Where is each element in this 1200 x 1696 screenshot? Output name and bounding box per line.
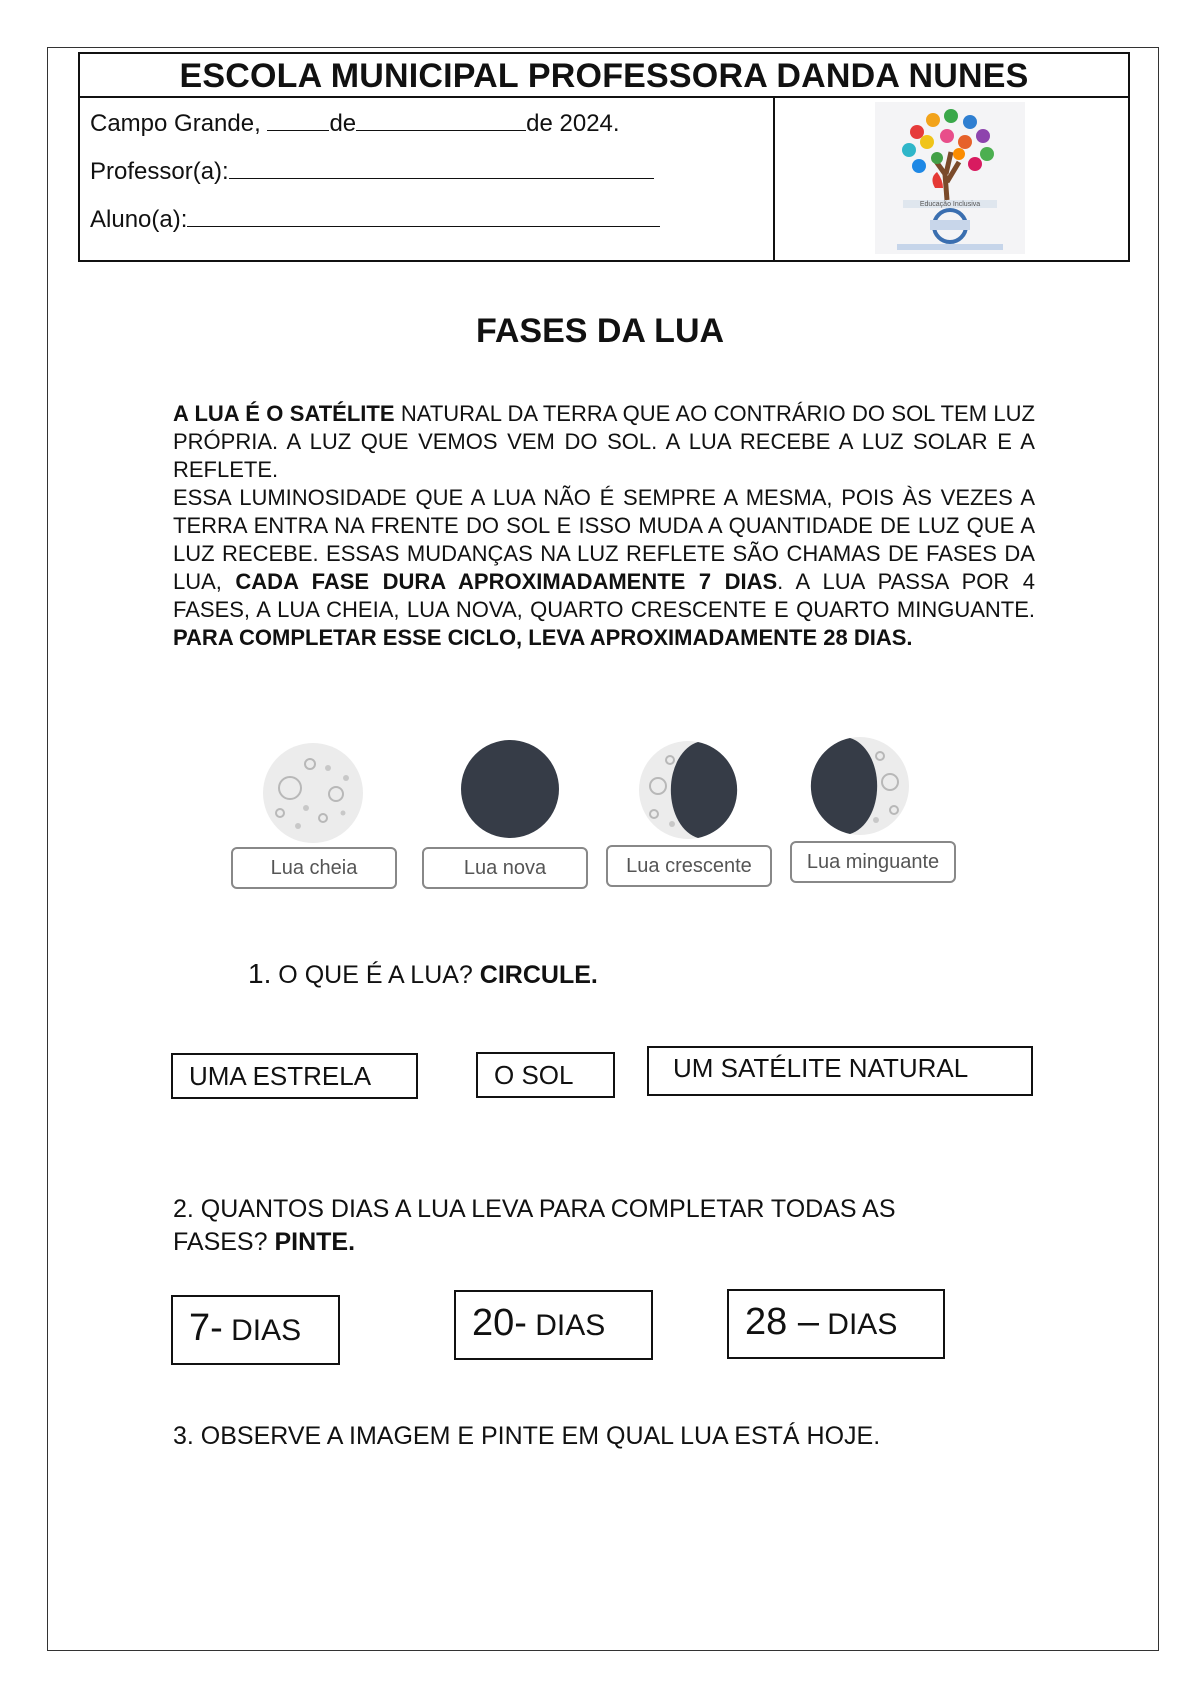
month-field[interactable] — [356, 106, 526, 131]
intro-bold-3: PARA COMPLETAR ESSE CICLO, LEVA APROXIMADAMENTE 28 DIAS. — [173, 625, 913, 650]
q2-option-20-number: 20- — [472, 1302, 527, 1344]
intro-sentence-1: NATURAL DA TERRA QUE AO CONTRÁRIO DO SOL TEM LUZ PRÓPRIA. A LUZ QUE VEMOS VEM DO SOL. A LUA RECEBE A LUZ SOLAR E A REFLETE. — [173, 401, 1035, 482]
question-2 — [173, 1193, 896, 1259]
intro-text — [173, 400, 1035, 652]
teacher-line — [90, 154, 763, 202]
q1-option-satellite[interactable]: UM SATÉLITE NATURAL — [647, 1046, 1033, 1096]
day-field[interactable] — [267, 106, 329, 131]
question-3: 3. OBSERVE A IMAGEM E PINTE EM QUAL LUA ESTÁ HOJE. — [173, 1422, 881, 1450]
phase-label-full: Lua cheia — [231, 847, 397, 889]
teacher-field[interactable] — [229, 154, 654, 179]
school-header — [78, 52, 1130, 262]
q2-option-20-unit: DIAS — [526, 1309, 606, 1342]
school-name: ESCOLA MUNICIPAL PROFESSORA DANDA NUNES — [80, 54, 1128, 98]
waning-moon-icon — [808, 734, 912, 838]
student-line — [90, 202, 763, 250]
q2-option-7-unit: DIAS — [222, 1314, 302, 1347]
city-label: Campo Grande, — [90, 110, 261, 137]
question-1-number: 1. — [248, 958, 272, 989]
phase-label-crescent: Lua crescente — [606, 845, 772, 887]
phase-label-waning: Lua minguante — [790, 841, 956, 883]
intro-bold-1: A LUA É O SATÉLITE — [173, 401, 395, 426]
date-line — [90, 106, 763, 154]
q2-option-28-days[interactable] — [727, 1289, 945, 1359]
q2-option-20-days[interactable] — [454, 1290, 653, 1360]
student-field[interactable] — [187, 202, 660, 227]
q2-option-7-days[interactable] — [171, 1295, 340, 1365]
new-moon-icon — [458, 737, 562, 841]
question-1-text: O QUE É A LUA? — [271, 961, 480, 989]
q2-option-28-number: 28 – — [745, 1301, 819, 1343]
q1-option-star[interactable]: UMA ESTRELA — [171, 1053, 418, 1099]
crescent-moon-icon — [636, 738, 740, 842]
teacher-label: Professor(a): — [90, 158, 229, 185]
question-2-line-2: FASES? — [173, 1228, 275, 1256]
q2-option-28-unit: DIAS — [818, 1308, 898, 1341]
question-2-line-1: 2. QUANTOS DIAS A LUA LEVA PARA COMPLETAR TODAS AS — [173, 1195, 896, 1223]
logo-text: Educação Inclusiva — [919, 201, 981, 208]
full-moon-icon — [258, 738, 368, 848]
de-label: de — [329, 110, 357, 137]
intro-sentence-2: ESSA LUMINOSIDADE QUE A LUA NÃO É SEMPRE A MESMA, POIS ÀS VEZES A TERRA ENTRA NA FRENTE DO SOL E ISSO MUDA A QUANTIDADE DE LUZ QUE A LUZ RECEBE. ESSAS MUDANÇAS NA LUZ REFLETE SÃO CHAMAS DE FASES DA LUA, — [173, 485, 1035, 594]
phase-label-new: Lua nova — [422, 847, 588, 889]
intro-sentence-3: . A LUA PASSA POR 4 FASES, A LUA CHEIA, LUA NOVA, QUARTO CRESCENTE E QUARTO MINGUANTE. — [173, 569, 1035, 622]
question-2-instruction: PINTE. — [274, 1228, 356, 1256]
student-label: Aluno(a): — [90, 206, 188, 233]
question-1-instruction: CIRCULE. — [479, 961, 598, 989]
intro-bold-2: CADA FASE DURA APROXIMADAMENTE 7 DIAS — [235, 569, 778, 594]
year-label: de 2024. — [526, 110, 620, 137]
school-logo-icon — [875, 102, 1025, 254]
q2-option-7-number: 7- — [189, 1307, 223, 1349]
question-1 — [248, 958, 598, 990]
page-title: FASES DA LUA — [475, 312, 725, 350]
page-border — [47, 47, 1159, 1651]
q1-option-sun[interactable]: O SOL — [476, 1052, 615, 1098]
